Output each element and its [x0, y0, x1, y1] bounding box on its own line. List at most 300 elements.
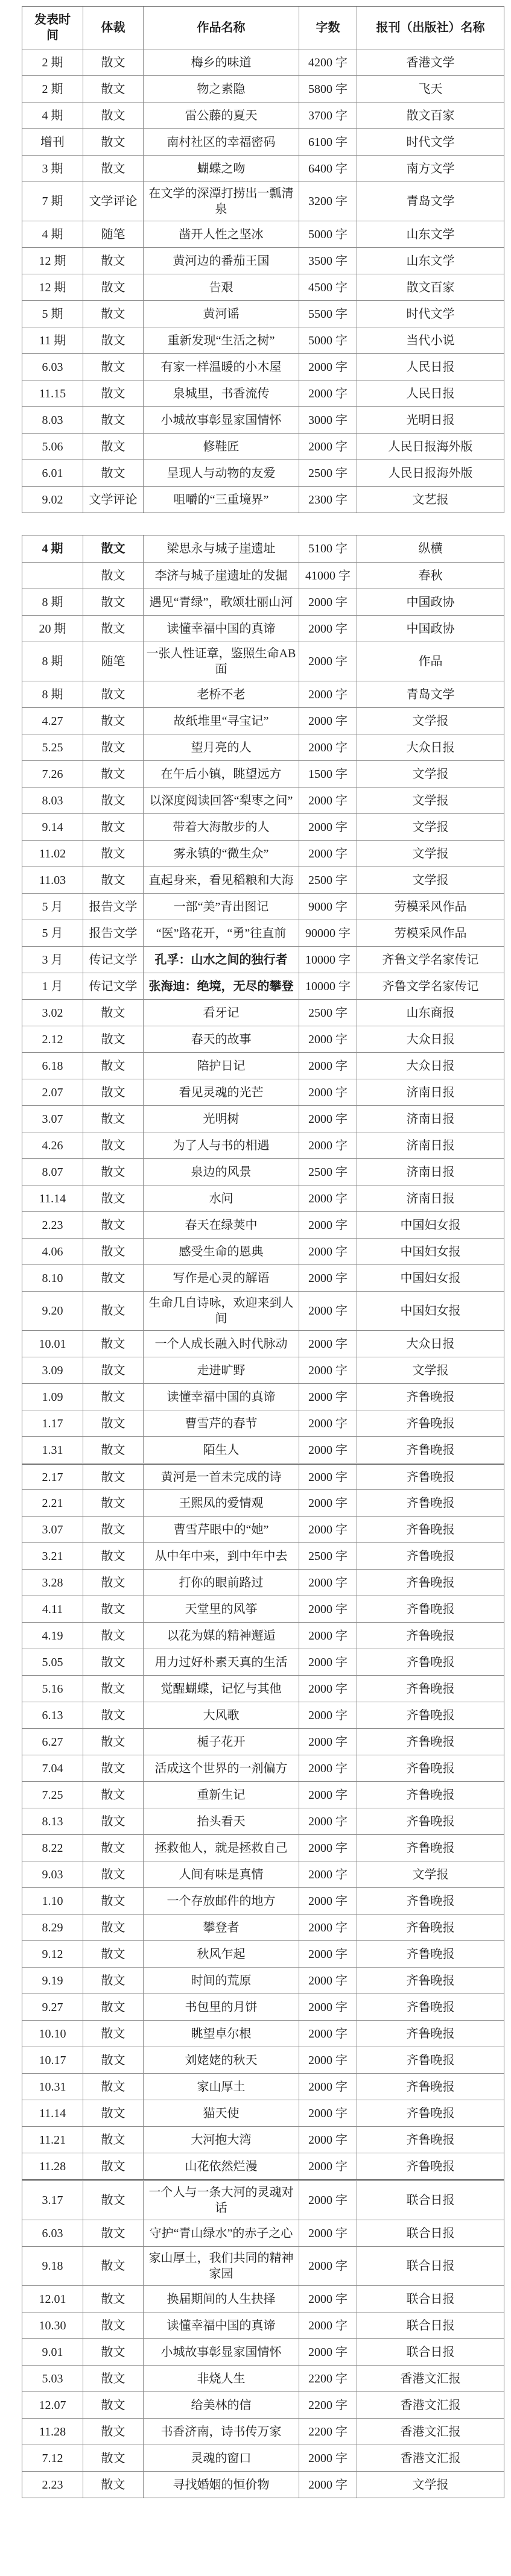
cell-title: 活成这个世界的一剂偏方	[143, 1755, 299, 1781]
cell-publisher: 人民日报	[357, 380, 504, 406]
cell-title: 在文学的深潭打捞出一瓢清泉	[143, 182, 299, 221]
cell-genre: 散文	[83, 1888, 143, 1914]
table-row	[22, 1622, 504, 1649]
cell-genre: 散文	[83, 1994, 143, 2020]
cell-words: 2000 字	[299, 1490, 357, 1516]
table-row	[22, 406, 504, 433]
cell-title: 一个人与一条大河的灵魂对话	[143, 2181, 299, 2220]
cell-date: 9.20	[42, 1304, 63, 1318]
cell-words: 2000 字	[299, 2339, 357, 2365]
cell-title: 人间有味是真情	[143, 1861, 299, 1887]
cell-publisher: 劳模采风作品	[357, 894, 504, 920]
cell-date: 10.31	[39, 2080, 66, 2094]
cell-genre: 传记文学	[83, 973, 143, 999]
cell-publisher: 光明日报	[357, 407, 504, 433]
cell-date: 1.17	[42, 1416, 63, 1430]
cell-genre: 报告文学	[83, 920, 143, 946]
cell-date: 11.14	[39, 2106, 66, 2120]
cell-publisher: 大众日报	[357, 734, 504, 760]
cell-genre: 散文	[83, 327, 143, 353]
cell-words: 2000 字	[299, 1106, 357, 1132]
cell-date: 11.02	[39, 847, 66, 860]
cell-date: 10.30	[39, 2319, 66, 2332]
table-row	[22, 562, 504, 589]
cell-date: 20 期	[39, 622, 66, 636]
cell-title: 拯救他人，就是拯救自己	[143, 1835, 299, 1861]
table-row	[22, 973, 504, 999]
cell-date: 3.28	[42, 1576, 63, 1589]
cell-date: 5 月	[42, 900, 63, 914]
cell-publisher: 人民日报海外版	[357, 434, 504, 459]
table-row	[22, 2020, 504, 2047]
cell-publisher: 齐鲁晚报	[357, 1517, 504, 1542]
cell-words: 2000 字	[299, 354, 357, 380]
cell-words: 2000 字	[299, 2127, 357, 2153]
table-row	[22, 1675, 504, 1702]
cell-publisher: 文学报	[357, 814, 504, 840]
cell-words: 2000 字	[299, 2286, 357, 2312]
table-row	[22, 1596, 504, 1622]
cell-words: 4200 字	[299, 49, 357, 75]
table-section	[22, 1463, 504, 2179]
cell-words: 41000 字	[299, 563, 357, 589]
cell-genre: 随笔	[83, 221, 143, 247]
table-row	[22, 1330, 504, 1357]
cell-publisher: 中国政协	[357, 616, 504, 642]
cell-date: 8.03	[42, 413, 63, 427]
cell-publisher: 时代文学	[357, 129, 504, 155]
cell-publisher: 春秋	[357, 563, 504, 589]
cell-date: 8.10	[42, 1271, 63, 1285]
header-title: 作品名称	[143, 7, 299, 49]
cell-genre: 散文	[83, 1808, 143, 1834]
cell-words: 90000 字	[299, 920, 357, 946]
cell-genre: 散文	[83, 1132, 143, 1158]
cell-title: 带着大海散步的人	[143, 814, 299, 840]
table-row	[22, 353, 504, 380]
cell-publisher: 当代小说	[357, 327, 504, 353]
cell-title: 从中年中来，到中年中去	[143, 1543, 299, 1569]
cell-genre: 散文	[83, 1755, 143, 1781]
table-row	[22, 2126, 504, 2153]
table-row	[22, 589, 504, 615]
table-row	[22, 221, 504, 247]
cell-genre: 散文	[83, 354, 143, 380]
cell-title: 一张人性证章，鉴照生命AB面	[143, 642, 299, 681]
table-row	[22, 840, 504, 867]
cell-title: 觉醒蝴蝶，记忆与其他	[143, 1676, 299, 1702]
cell-publisher: 时代文学	[357, 301, 504, 327]
cell-date: 12 期	[39, 280, 66, 294]
cell-publisher: 齐鲁晚报	[357, 1835, 504, 1861]
cell-publisher: 文学报	[357, 867, 504, 893]
cell-publisher: 济南日报	[357, 1132, 504, 1158]
cell-publisher: 南方文学	[357, 156, 504, 182]
table-row	[22, 49, 504, 75]
cell-publisher: 文学报	[357, 788, 504, 813]
table-row	[22, 2391, 504, 2418]
cell-date: 11 期	[39, 333, 66, 347]
cell-genre: 散文	[83, 2127, 143, 2153]
header-words: 字数	[299, 7, 357, 49]
cell-publisher: 联合日报	[357, 2181, 504, 2220]
cell-date: 1.10	[42, 1894, 63, 1908]
cell-words: 2200 字	[299, 2392, 357, 2418]
cell-genre: 散文	[83, 460, 143, 486]
cell-date: 5.16	[42, 1682, 63, 1696]
cell-publisher: 齐鲁晚报	[357, 1623, 504, 1649]
table-row	[22, 433, 504, 459]
cell-title: 大河抱大湾	[143, 2127, 299, 2153]
table-row	[22, 999, 504, 1026]
cell-publisher: 作品	[357, 642, 504, 681]
table-row	[22, 681, 504, 707]
table-row	[22, 1967, 504, 1994]
cell-words: 2500 字	[299, 1000, 357, 1026]
cell-title: 陌生人	[143, 1437, 299, 1463]
cell-words: 2000 字	[299, 2247, 357, 2285]
cell-publisher: 齐鲁晚报	[357, 1649, 504, 1675]
cell-title: 大风歌	[143, 1702, 299, 1728]
cell-date: 8 期	[42, 595, 63, 609]
cell-publisher: 人民日报	[357, 354, 504, 380]
cell-publisher: 中国妇女报	[357, 1212, 504, 1238]
cell-genre: 散文	[83, 2047, 143, 2073]
cell-words: 2000 字	[299, 1835, 357, 1861]
publication-table-main	[22, 6, 504, 513]
cell-date: 5 月	[42, 926, 63, 940]
cell-words: 2000 字	[299, 2047, 357, 2073]
cell-title: 为了人与书的相遇	[143, 1132, 299, 1158]
cell-publisher: 济南日报	[357, 1159, 504, 1185]
cell-genre: 文学评论	[83, 182, 143, 221]
cell-date: 5.05	[42, 1655, 63, 1669]
cell-title: 书包里的月饼	[143, 1994, 299, 2020]
cell-publisher: 齐鲁晚报	[357, 1755, 504, 1781]
cell-publisher: 齐鲁晚报	[357, 2047, 504, 2073]
cell-publisher: 香港文汇报	[357, 2366, 504, 2391]
cell-publisher: 济南日报	[357, 1185, 504, 1211]
table-row	[22, 734, 504, 760]
cell-publisher: 文学报	[357, 708, 504, 734]
cell-publisher: 中国妇女报	[357, 1239, 504, 1264]
cell-date: 2.17	[42, 1470, 63, 1484]
cell-words: 2000 字	[299, 1265, 357, 1291]
cell-date: 2 期	[42, 82, 63, 96]
cell-title: 给美林的信	[143, 2392, 299, 2418]
cell-publisher: 大众日报	[357, 1053, 504, 1079]
table-row	[22, 486, 504, 513]
cell-genre: 散文	[83, 1212, 143, 1238]
table-row	[22, 2445, 504, 2471]
table-row	[22, 946, 504, 973]
cell-date: 1.31	[42, 1443, 63, 1457]
cell-genre: 散文	[83, 49, 143, 75]
cell-title: 呈现人与动物的友爱	[143, 460, 299, 486]
cell-title: 小城故事彰显家国情怀	[143, 2339, 299, 2365]
table-row	[22, 1940, 504, 1967]
cell-genre: 散文	[83, 1835, 143, 1861]
cell-genre: 散文	[83, 2220, 143, 2246]
table-row	[22, 2179, 504, 2220]
cell-title: 蝴蝶之吻	[143, 156, 299, 182]
cell-title: 抬头看天	[143, 1808, 299, 1834]
cell-title: 雾永镇的“微生众”	[143, 841, 299, 867]
table-row	[22, 1542, 504, 1569]
cell-date: 6.03	[42, 360, 63, 374]
cell-title: 直起身来，看见稻粮和大海	[143, 867, 299, 893]
header-publisher: 报刊（出版社）名称	[357, 7, 504, 49]
cell-genre: 散文	[83, 274, 143, 300]
cell-words: 2000 字	[299, 1570, 357, 1596]
table-row	[22, 2418, 504, 2445]
cell-date: 11.28	[39, 2159, 66, 2173]
cell-publisher: 齐鲁文学名家传记	[357, 947, 504, 973]
cell-date: 3 期	[42, 162, 63, 175]
cell-words: 2000 字	[299, 1941, 357, 1967]
cell-words: 2000 字	[299, 1888, 357, 1914]
cell-publisher: 联合日报	[357, 2339, 504, 2365]
cell-date: 2.21	[42, 1496, 63, 1510]
cell-title: 天堂里的风筝	[143, 1596, 299, 1622]
cell-genre: 散文	[83, 156, 143, 182]
cell-publisher: 香港文汇报	[357, 2419, 504, 2445]
cell-publisher: 青岛文学	[357, 681, 504, 707]
cell-publisher: 文学报	[357, 761, 504, 787]
cell-title: 家山厚土，我们共同的精神家园	[143, 2247, 299, 2285]
cell-words: 3700 字	[299, 103, 357, 128]
table-row	[22, 102, 504, 128]
table-row	[22, 1291, 504, 1330]
cell-date: 3 月	[42, 953, 63, 967]
table-row	[22, 1026, 504, 1052]
cell-date: 6.01	[42, 466, 63, 480]
cell-date: 3.09	[42, 1363, 63, 1377]
table-section	[22, 2179, 504, 2498]
cell-date: 3.17	[42, 2194, 63, 2207]
cell-publisher: 人民日报海外版	[357, 460, 504, 486]
cell-publisher: 文学报	[357, 1357, 504, 1383]
cell-publisher: 齐鲁晚报	[357, 2074, 504, 2100]
cell-genre: 散文	[83, 301, 143, 327]
cell-date: 7 期	[42, 195, 63, 208]
cell-publisher: 齐鲁晚报	[357, 1465, 504, 1489]
table-header-row	[22, 7, 504, 49]
cell-date: 3.21	[42, 1549, 63, 1563]
cell-date	[22, 563, 83, 589]
cell-words: 2000 字	[299, 1384, 357, 1410]
table-row	[22, 75, 504, 102]
cell-genre: 散文	[83, 103, 143, 128]
cell-genre: 散文	[83, 2074, 143, 2100]
cell-date: 4 期	[42, 542, 63, 555]
cell-publisher: 齐鲁晚报	[357, 1410, 504, 1436]
header-date: 发表时间	[34, 13, 71, 42]
cell-date: 5 期	[42, 307, 63, 321]
cell-genre: 散文	[83, 1596, 143, 1622]
cell-title: 遇见“青绿”，歌颂壮丽山河	[143, 589, 299, 615]
cell-date: 9.18	[42, 2259, 63, 2273]
cell-date: 6.18	[42, 1059, 63, 1073]
cell-words: 2000 字	[299, 841, 357, 867]
cell-words: 2000 字	[299, 1861, 357, 1887]
table-row	[22, 2312, 504, 2338]
cell-words: 2500 字	[299, 1543, 357, 1569]
table-row	[22, 1861, 504, 1887]
cell-title: 光明树	[143, 1106, 299, 1132]
cell-genre: 散文	[83, 2366, 143, 2391]
cell-publisher: 香港文学	[357, 49, 504, 75]
cell-date: 4.11	[42, 1602, 63, 1616]
cell-title: 以深度阅读回答“梨枣之问”	[143, 788, 299, 813]
table-row	[22, 459, 504, 486]
cell-title: “医”路花开，“勇”往直前	[143, 920, 299, 946]
cell-genre: 散文	[83, 2392, 143, 2418]
cell-date: 3.02	[42, 1006, 63, 1020]
cell-title: 猫天使	[143, 2100, 299, 2126]
cell-words: 2000 字	[299, 1782, 357, 1808]
cell-date: 10.10	[39, 2027, 66, 2041]
cell-genre: 散文	[83, 1292, 143, 1330]
cell-publisher: 齐鲁晚报	[357, 1676, 504, 1702]
cell-publisher: 齐鲁晚报	[357, 1702, 504, 1728]
cell-genre: 散文	[83, 2021, 143, 2047]
cell-title: 一个存放邮件的地方	[143, 1888, 299, 1914]
cell-publisher: 中国政协	[357, 589, 504, 615]
cell-title: 刘姥姥的秋天	[143, 2047, 299, 2073]
cell-publisher: 飞天	[357, 76, 504, 102]
cell-date: 3.07	[42, 1112, 63, 1126]
cell-title: 望月亮的人	[143, 734, 299, 760]
cell-genre: 散文	[83, 1026, 143, 1052]
cell-genre: 散文	[83, 1941, 143, 1967]
cell-title: 陪护日记	[143, 1053, 299, 1079]
cell-date: 8 期	[42, 687, 63, 701]
cell-title: 看牙记	[143, 1000, 299, 1026]
cell-genre: 散文	[83, 1384, 143, 1410]
cell-date: 5.03	[42, 2372, 63, 2385]
cell-publisher: 齐鲁晚报	[357, 1490, 504, 1516]
cell-date: 10.01	[39, 1337, 66, 1351]
cell-date: 4.19	[42, 1629, 63, 1643]
cell-genre: 散文	[83, 867, 143, 893]
cell-title: 家山厚土	[143, 2074, 299, 2100]
cell-title: 一部“美”青出图记	[143, 894, 299, 920]
cell-date: 2.12	[42, 1032, 63, 1046]
table-row	[22, 247, 504, 274]
cell-genre: 散文	[83, 589, 143, 615]
cell-date: 7.12	[42, 2451, 63, 2465]
table-row	[22, 1410, 504, 1436]
cell-genre: 散文	[83, 2312, 143, 2338]
cell-title: 用力过好朴素天真的生活	[143, 1649, 299, 1675]
cell-words: 2000 字	[299, 616, 357, 642]
cell-words: 2000 字	[299, 2445, 357, 2471]
cell-publisher: 中国妇女报	[357, 1292, 504, 1330]
table-row	[22, 2365, 504, 2391]
cell-words: 2000 字	[299, 1676, 357, 1702]
cell-title: 读懂幸福中国的真谛	[143, 1384, 299, 1410]
table-row	[22, 1914, 504, 1940]
cell-date: 10.17	[39, 2053, 66, 2067]
cell-publisher: 联合日报	[357, 2286, 504, 2312]
cell-title: 告艰	[143, 274, 299, 300]
cell-title: 眺望卓尔根	[143, 2021, 299, 2047]
cell-date: 2 期	[42, 55, 63, 69]
table-row	[22, 2073, 504, 2100]
table-row	[22, 920, 504, 946]
table-row	[22, 1728, 504, 1755]
cell-title: 故纸堆里“寻宝记”	[143, 708, 299, 734]
cell-title: 李济与城子崖遗址的发掘	[143, 563, 299, 589]
cell-words: 2000 字	[299, 2181, 357, 2220]
table-row	[22, 813, 504, 840]
table-row	[22, 1649, 504, 1675]
cell-title: 黄河边的番茄王国	[143, 248, 299, 274]
cell-words: 2000 字	[299, 2472, 357, 2498]
cell-date: 6.27	[42, 1735, 63, 1749]
cell-publisher: 齐鲁晚报	[357, 1570, 504, 1596]
table-row	[22, 274, 504, 300]
cell-words: 5800 字	[299, 76, 357, 102]
cell-genre: 散文	[83, 535, 143, 562]
cell-words: 10000 字	[299, 973, 357, 999]
cell-title: 走进旷野	[143, 1357, 299, 1383]
cell-words: 2000 字	[299, 681, 357, 707]
cell-publisher: 齐鲁晚报	[357, 2100, 504, 2126]
cell-publisher: 齐鲁晚报	[357, 2021, 504, 2047]
cell-title: 重新生记	[143, 1782, 299, 1808]
cell-title: 有家一样温暖的小木屋	[143, 354, 299, 380]
cell-date: 9.14	[42, 820, 63, 834]
table-row	[22, 2220, 504, 2246]
cell-title: 张海迪：绝境，无尽的攀登	[143, 973, 299, 999]
cell-date: 8.22	[42, 1841, 63, 1855]
cell-genre: 散文	[83, 1623, 143, 1649]
cell-title: 孔孚：山水之间的独行者	[143, 947, 299, 973]
cell-words: 6400 字	[299, 156, 357, 182]
cell-date: 7.25	[42, 1788, 63, 1802]
cell-genre: 随笔	[83, 642, 143, 681]
cell-title: 写作是心灵的解语	[143, 1265, 299, 1291]
cell-publisher: 散文百家	[357, 274, 504, 300]
cell-publisher: 齐鲁晚报	[357, 1941, 504, 1967]
cell-publisher: 中国妇女报	[357, 1265, 504, 1291]
cell-words: 5000 字	[299, 221, 357, 247]
table-row	[22, 615, 504, 642]
cell-words: 2000 字	[299, 1596, 357, 1622]
cell-title: 时间的荒原	[143, 1968, 299, 1994]
cell-title: 黄河是一首未完成的诗	[143, 1465, 299, 1489]
cell-title: 以花为媒的精神邂逅	[143, 1623, 299, 1649]
table-row	[22, 867, 504, 893]
cell-title: 在午后小镇，眺望远方	[143, 761, 299, 787]
cell-publisher: 劳模采风作品	[357, 920, 504, 946]
cell-words: 3500 字	[299, 248, 357, 274]
cell-title: 梁思永与城子崖遗址	[143, 535, 299, 562]
table-row	[22, 380, 504, 406]
cell-date: 1.09	[42, 1390, 63, 1404]
cell-publisher: 济南日报	[357, 1079, 504, 1105]
cell-title: 春天的故事	[143, 1026, 299, 1052]
table-row	[22, 1079, 504, 1105]
table-row	[22, 1052, 504, 1079]
cell-genre: 散文	[83, 1239, 143, 1264]
cell-genre: 散文	[83, 407, 143, 433]
cell-date: 1 月	[42, 979, 63, 993]
cell-words: 5000 字	[299, 327, 357, 353]
cell-date: 9.12	[42, 1947, 63, 1961]
